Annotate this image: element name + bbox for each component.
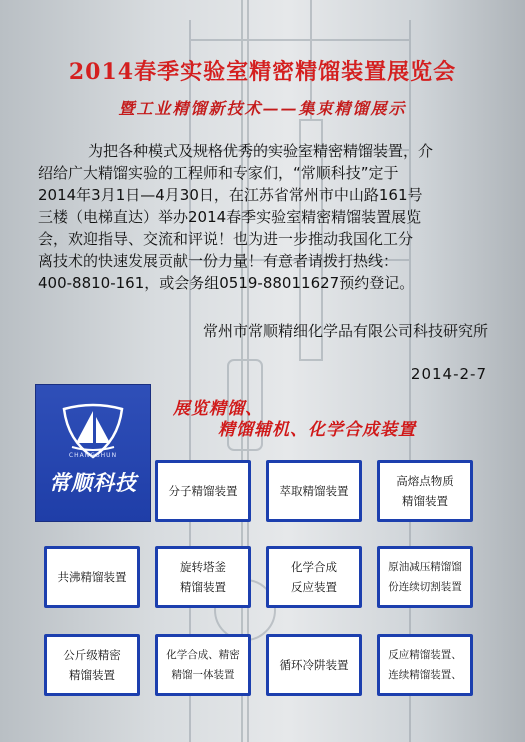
exhibition-title: 2014春季实验室精密精馏装置展览会 — [68, 59, 457, 85]
product-tile: 萃取精馏装置 — [266, 460, 362, 522]
company-name: 常州市常顺精细化学品有限公司科技研究所 — [202, 322, 488, 340]
intro-line: 2014年3月1日—4月30日，在江苏省常州市中山路161号 — [38, 186, 423, 204]
intro-line: 400-8810-161，或会务组0519-88011627预约登记。 — [38, 274, 415, 292]
intro-line: 离技术的快速发展贡献一份力量！有意者请拨打热线： — [38, 252, 399, 270]
notice-date: 2014-2-7 — [410, 365, 487, 383]
product-tile: 高熔点物质 精馏装置 — [377, 460, 473, 522]
product-tile: 循环冷阱装置 — [266, 634, 362, 696]
product-tile: 化学合成、精密 精馏一体装置 — [155, 634, 251, 696]
product-tile: 原油减压精馏馏 份连续切割装置 — [377, 546, 473, 608]
product-tile: 分子精馏装置 — [155, 460, 251, 522]
product-tile: 旋转塔釜 精馏装置 — [155, 546, 251, 608]
product-tile: 公斤级精密 精馏装置 — [44, 634, 140, 696]
logo-brand-text: 常顺科技 — [49, 470, 137, 495]
product-tile: 反应精馏装置、 连续精馏装置、 — [377, 634, 473, 696]
intro-line: 绍给广大精馏实验的工程师和专家们，“常顺科技”定于 — [38, 164, 399, 182]
intro-line: 三楼（电梯直达）举办2014春季实验室精密精馏装置展览 — [38, 208, 422, 226]
company-logo — [35, 384, 151, 522]
intro-line: 为把各种模式及规格优秀的实验室精密精馏装置，介 — [88, 142, 434, 160]
exhibition-subtitle: 暨工业精馏新技术——集束精馏展示 — [118, 99, 407, 118]
category-heading-1: 展览精馏、 — [173, 399, 263, 419]
intro-paragraph — [38, 140, 500, 294]
category-heading-2: 精馏辅机、化学合成装置 — [218, 420, 416, 440]
intro-line: 会，欢迎指导、交流和评说！也为进一步推动我国化工分 — [38, 230, 414, 248]
logo-english-text: CHANGSHUN — [68, 452, 118, 459]
product-tile: 共沸精馏装置 — [44, 546, 140, 608]
product-tile: 化学合成 反应装置 — [266, 546, 362, 608]
